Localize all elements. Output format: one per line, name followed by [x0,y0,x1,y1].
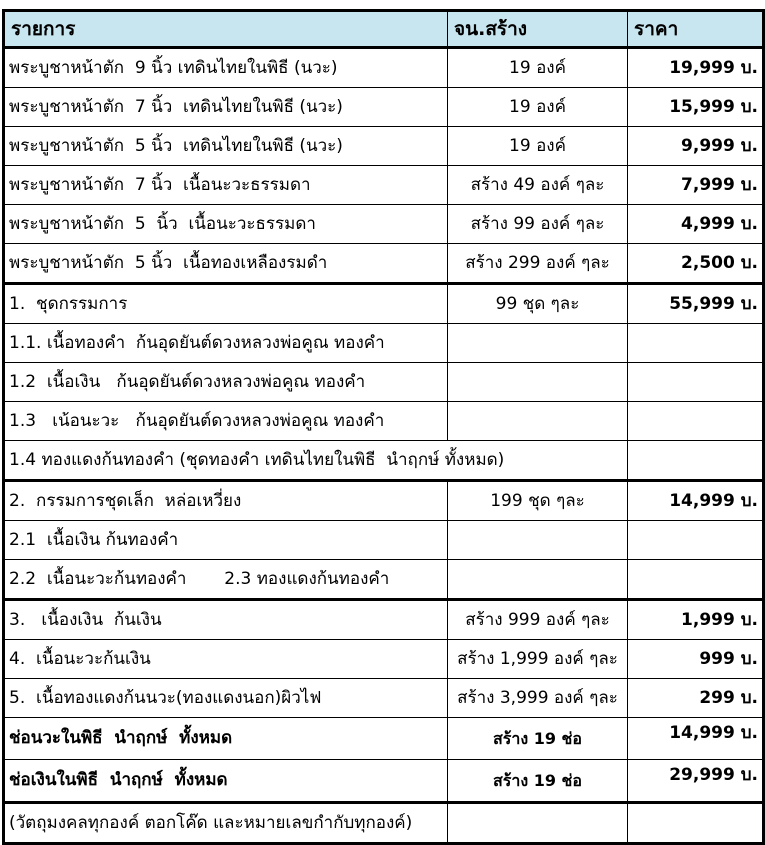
item-cell: 1.1. เนื้อทองคำ ก้นอุดยันต์ดวงหลวงพ่อคูณ ทองคำ [4,324,448,363]
price-cell [628,441,764,481]
qty-cell [448,560,628,600]
item-cell: พระบูชาหน้าตัก 5 นิ้ว เนื้อทองเหลืองรมดำ [4,244,448,284]
item-cell: ช่อเงินในพิธี นำฤกษ์ ทั้งหมด [4,760,448,803]
qty-cell: สร้าง 19 ช่อ [448,760,628,803]
col-header-price: ราคา [628,11,764,48]
table-row [4,166,764,205]
price-cell: 15,999 บ. [628,88,764,127]
item-cell: พระบูชาหน้าตัก 7 นิ้ว เนื้อนะวะธรรมดา [4,166,448,205]
item-cell: 1.4 ทองแดงก้นทองคำ (ชุดทองคำ เทดินไทยในพิธี นำฤกษ์ ทั้งหมด) [4,441,628,481]
col-header-qty: จน.สร้าง [448,11,628,48]
table-row [4,205,764,244]
table-row [4,284,764,324]
price-cell: 19,999 บ. [628,48,764,88]
price-cell: 14,999 บ. [628,718,764,760]
qty-cell: สร้าง 1,999 องค์ ๆละ [448,640,628,679]
price-cell [628,324,764,363]
table-header [4,11,764,48]
table-row [4,481,764,521]
price-cell: 29,999 บ. [628,760,764,803]
price-cell [628,363,764,402]
table-row [4,88,764,127]
price-cell [628,402,764,441]
qty-cell: สร้าง 299 องค์ ๆละ [448,244,628,284]
item-cell: พระบูชาหน้าตัก 9 นิ้ว เทดินไทยในพิธี (นวะ) [4,48,448,88]
table-row [4,600,764,640]
item-cell: 5. เนื้อทองแดงก้นนวะ(ทองแดงนอก)ผิวไฟ [4,679,448,718]
price-cell: 2,500 บ. [628,244,764,284]
item-cell: 2.2 เนื้อนะวะก้นทองคำ 2.3 ทองแดงก้นทองคำ [4,560,448,600]
table-row [4,560,764,600]
item-cell: 2.1 เนื้อเงิน ก้นทองคำ [4,521,448,560]
item-cell: 1.2 เนื้อเงิน ก้นอุดยันต์ดวงหลวงพ่อคูณ ทองคำ [4,363,448,402]
item-cell: (วัตถุมงคลทุกองค์ ตอกโค๊ด และหมายเลขกำกับทุกองค์) [4,803,448,844]
table-row [4,679,764,718]
item-cell: พระบูชาหน้าตัก 5 นิ้ว เนื้อนะวะธรรมดา [4,205,448,244]
col-header-item: รายการ [4,11,448,48]
table-row [4,521,764,560]
qty-cell [448,521,628,560]
qty-cell [448,803,628,844]
qty-cell: 19 องค์ [448,127,628,166]
price-cell [628,521,764,560]
qty-cell: 19 องค์ [448,48,628,88]
qty-cell: 19 องค์ [448,88,628,127]
table-row [4,127,764,166]
table-row [4,718,764,760]
price-cell: 299 บ. [628,679,764,718]
item-cell: 1.3 เน้อนะวะ ก้นอุดยันต์ดวงหลวงพ่อคูณ ทองคำ [4,402,448,441]
qty-cell [448,324,628,363]
qty-cell [448,402,628,441]
item-cell: ช่อนวะในพิธี นำฤกษ์ ทั้งหมด [4,718,448,760]
table-row [4,441,764,481]
table-row [4,244,764,284]
price-cell: 14,999 บ. [628,481,764,521]
price-cell [628,560,764,600]
price-table [2,9,765,845]
price-cell: 9,999 บ. [628,127,764,166]
item-cell: 4. เนื้อนะวะก้นเงิน [4,640,448,679]
qty-cell: สร้าง 99 องค์ ๆละ [448,205,628,244]
table-row [4,363,764,402]
header-row [4,11,764,48]
item-cell: 3. เนื้องเงิน ก้นเงิน [4,600,448,640]
item-cell: พระบูชาหน้าตัก 5 นิ้ว เทดินไทยในพิธี (นวะ) [4,127,448,166]
price-cell: 55,999 บ. [628,284,764,324]
qty-cell: สร้าง 49 องค์ ๆละ [448,166,628,205]
table-row [4,803,764,844]
table-row [4,402,764,441]
item-cell: 2. กรรมการชุดเล็ก หล่อเหวี่ยง [4,481,448,521]
table-row [4,324,764,363]
qty-cell: สร้าง 19 ช่อ [448,718,628,760]
qty-cell: 99 ชุด ๆละ [448,284,628,324]
price-cell: 4,999 บ. [628,205,764,244]
table-row [4,640,764,679]
price-cell: 999 บ. [628,640,764,679]
price-cell: 1,999 บ. [628,600,764,640]
qty-cell: 199 ชุด ๆละ [448,481,628,521]
item-cell: 1. ชุดกรรมการ [4,284,448,324]
price-cell: 7,999 บ. [628,166,764,205]
table-row [4,48,764,88]
item-cell: พระบูชาหน้าตัก 7 นิ้ว เทดินไทยในพิธี (นวะ) [4,88,448,127]
table-row [4,760,764,803]
qty-cell [448,363,628,402]
table-body [4,48,764,844]
qty-cell: สร้าง 999 องค์ ๆละ [448,600,628,640]
qty-cell: สร้าง 3,999 องค์ ๆละ [448,679,628,718]
price-cell [628,803,764,844]
